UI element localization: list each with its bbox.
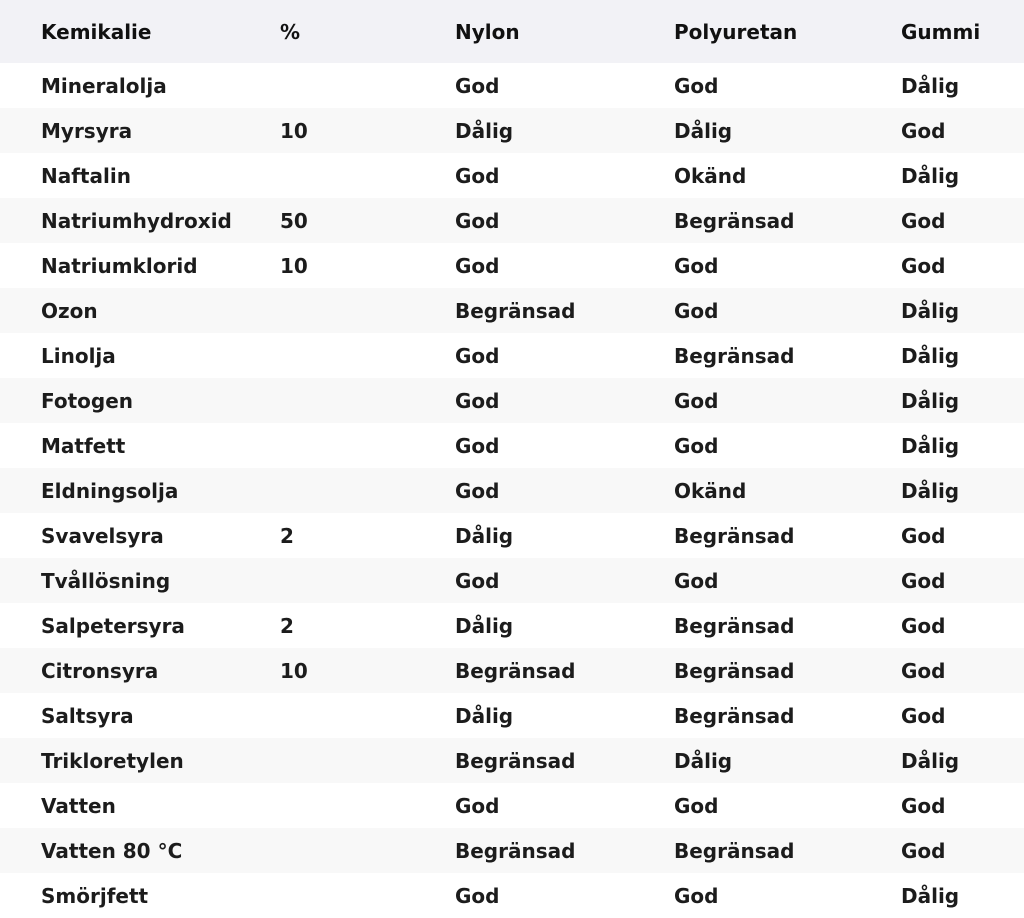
percent-cell bbox=[280, 828, 455, 873]
table-row bbox=[0, 63, 1024, 108]
gummi-cell: God bbox=[901, 658, 946, 683]
polyuretan-cell: Begränsad bbox=[674, 658, 795, 683]
nylon-cell: Dålig bbox=[455, 523, 514, 548]
percent-cell bbox=[280, 468, 455, 513]
percent-cell bbox=[280, 693, 455, 738]
table-row bbox=[0, 108, 1024, 153]
table-row bbox=[0, 468, 1024, 513]
table-row bbox=[0, 198, 1024, 243]
table-row bbox=[0, 333, 1024, 378]
polyuretan-cell: Begränsad bbox=[674, 613, 795, 638]
kemikalie-cell: Citronsyra bbox=[41, 658, 159, 683]
gummi-cell: Dålig bbox=[901, 478, 960, 503]
gummi-cell: God bbox=[901, 118, 946, 143]
kemikalie-cell: Smörjfett bbox=[41, 883, 149, 908]
percent-cell bbox=[280, 423, 455, 468]
polyuretan-cell: God bbox=[674, 253, 719, 278]
polyuretan-cell: Begränsad bbox=[674, 703, 795, 728]
polyuretan-cell: Begränsad bbox=[674, 523, 795, 548]
table-row bbox=[0, 558, 1024, 603]
kemikalie-cell: Tvållösning bbox=[41, 568, 171, 593]
header-row bbox=[0, 0, 1024, 63]
gummi-cell: God bbox=[901, 568, 946, 593]
percent-cell bbox=[280, 783, 455, 828]
percent-cell: 2 bbox=[280, 613, 294, 638]
nylon-cell: Begränsad bbox=[455, 298, 576, 323]
table-row bbox=[0, 783, 1024, 828]
gummi-cell: Dålig bbox=[901, 343, 960, 368]
gummi-cell: Dålig bbox=[901, 433, 960, 458]
polyuretan-cell: Dålig bbox=[674, 748, 733, 773]
table-row bbox=[0, 738, 1024, 783]
table-body bbox=[0, 63, 1024, 918]
kemikalie-cell: Salpetersyra bbox=[41, 613, 185, 638]
nylon-cell: God bbox=[455, 793, 500, 818]
polyuretan-cell: Dålig bbox=[674, 118, 733, 143]
nylon-cell: Begränsad bbox=[455, 838, 576, 863]
gummi-cell: Dålig bbox=[901, 73, 960, 98]
header-nylon: Nylon bbox=[455, 19, 520, 44]
polyuretan-cell: God bbox=[674, 433, 719, 458]
percent-cell bbox=[280, 153, 455, 198]
polyuretan-cell: God bbox=[674, 298, 719, 323]
polyuretan-cell: God bbox=[674, 73, 719, 98]
polyuretan-cell: God bbox=[674, 793, 719, 818]
percent-cell bbox=[280, 558, 455, 603]
kemikalie-cell: Trikloretylen bbox=[41, 748, 184, 773]
table-row bbox=[0, 648, 1024, 693]
gummi-cell: God bbox=[901, 838, 946, 863]
polyuretan-cell: God bbox=[674, 388, 719, 413]
nylon-cell: God bbox=[455, 163, 500, 188]
header-percent: % bbox=[280, 19, 301, 44]
gummi-cell: Dålig bbox=[901, 748, 960, 773]
polyuretan-cell: God bbox=[674, 883, 719, 908]
gummi-cell: Dålig bbox=[901, 388, 960, 413]
percent-cell bbox=[280, 288, 455, 333]
kemikalie-cell: Linolja bbox=[41, 343, 116, 368]
header-polyuretan: Polyuretan bbox=[674, 19, 798, 44]
table-row bbox=[0, 243, 1024, 288]
table-row bbox=[0, 828, 1024, 873]
kemikalie-cell: Eldningsolja bbox=[41, 478, 179, 503]
kemikalie-cell: Saltsyra bbox=[41, 703, 134, 728]
nylon-cell: Begränsad bbox=[455, 658, 576, 683]
kemikalie-cell: Myrsyra bbox=[41, 118, 133, 143]
table-row bbox=[0, 423, 1024, 468]
table-row bbox=[0, 873, 1024, 918]
table-header bbox=[0, 0, 1024, 63]
header-kemikalie: Kemikalie bbox=[41, 19, 152, 44]
nylon-cell: God bbox=[455, 478, 500, 503]
kemikalie-cell: Natriumklorid bbox=[41, 253, 198, 278]
nylon-cell: Dålig bbox=[455, 703, 514, 728]
polyuretan-cell: Begränsad bbox=[674, 838, 795, 863]
header-gummi: Gummi bbox=[901, 19, 981, 44]
table-row bbox=[0, 288, 1024, 333]
polyuretan-cell: Okänd bbox=[674, 163, 747, 188]
percent-cell: 10 bbox=[280, 118, 308, 143]
percent-cell bbox=[280, 378, 455, 423]
nylon-cell: God bbox=[455, 253, 500, 278]
nylon-cell: God bbox=[455, 883, 500, 908]
polyuretan-cell: Okänd bbox=[674, 478, 747, 503]
polyuretan-cell: Begränsad bbox=[674, 208, 795, 233]
percent-cell bbox=[280, 738, 455, 783]
kemikalie-cell: Ozon bbox=[41, 298, 98, 323]
percent-cell bbox=[280, 63, 455, 108]
kemikalie-cell: Fotogen bbox=[41, 388, 134, 413]
gummi-cell: God bbox=[901, 523, 946, 548]
nylon-cell: Begränsad bbox=[455, 748, 576, 773]
percent-cell: 50 bbox=[280, 208, 308, 233]
kemikalie-cell: Svavelsyra bbox=[41, 523, 164, 548]
gummi-cell: God bbox=[901, 793, 946, 818]
gummi-cell: Dålig bbox=[901, 298, 960, 323]
gummi-cell: Dålig bbox=[901, 163, 960, 188]
table-row bbox=[0, 513, 1024, 558]
nylon-cell: God bbox=[455, 388, 500, 413]
polyuretan-cell: God bbox=[674, 568, 719, 593]
gummi-cell: God bbox=[901, 703, 946, 728]
table-row bbox=[0, 378, 1024, 423]
polyuretan-cell: Begränsad bbox=[674, 343, 795, 368]
percent-cell: 2 bbox=[280, 523, 294, 548]
kemikalie-cell: Natriumhydroxid bbox=[41, 208, 232, 233]
table-row bbox=[0, 603, 1024, 648]
kemikalie-cell: Mineralolja bbox=[41, 73, 167, 98]
nylon-cell: Dålig bbox=[455, 613, 514, 638]
percent-cell: 10 bbox=[280, 253, 308, 278]
nylon-cell: God bbox=[455, 568, 500, 593]
percent-cell bbox=[280, 873, 455, 918]
kemikalie-cell: Matfett bbox=[41, 433, 126, 458]
gummi-cell: God bbox=[901, 208, 946, 233]
nylon-cell: God bbox=[455, 343, 500, 368]
percent-cell: 10 bbox=[280, 658, 308, 683]
nylon-cell: God bbox=[455, 73, 500, 98]
gummi-cell: God bbox=[901, 253, 946, 278]
kemikalie-cell: Vatten bbox=[41, 793, 116, 818]
table-row bbox=[0, 693, 1024, 738]
nylon-cell: God bbox=[455, 208, 500, 233]
kemikalie-cell: Naftalin bbox=[41, 163, 131, 188]
gummi-cell: God bbox=[901, 613, 946, 638]
kemikalie-cell: Vatten 80 °C bbox=[41, 838, 183, 863]
nylon-cell: God bbox=[455, 433, 500, 458]
nylon-cell: Dålig bbox=[455, 118, 514, 143]
percent-cell bbox=[280, 333, 455, 378]
gummi-cell: Dålig bbox=[901, 883, 960, 908]
table-row bbox=[0, 153, 1024, 198]
